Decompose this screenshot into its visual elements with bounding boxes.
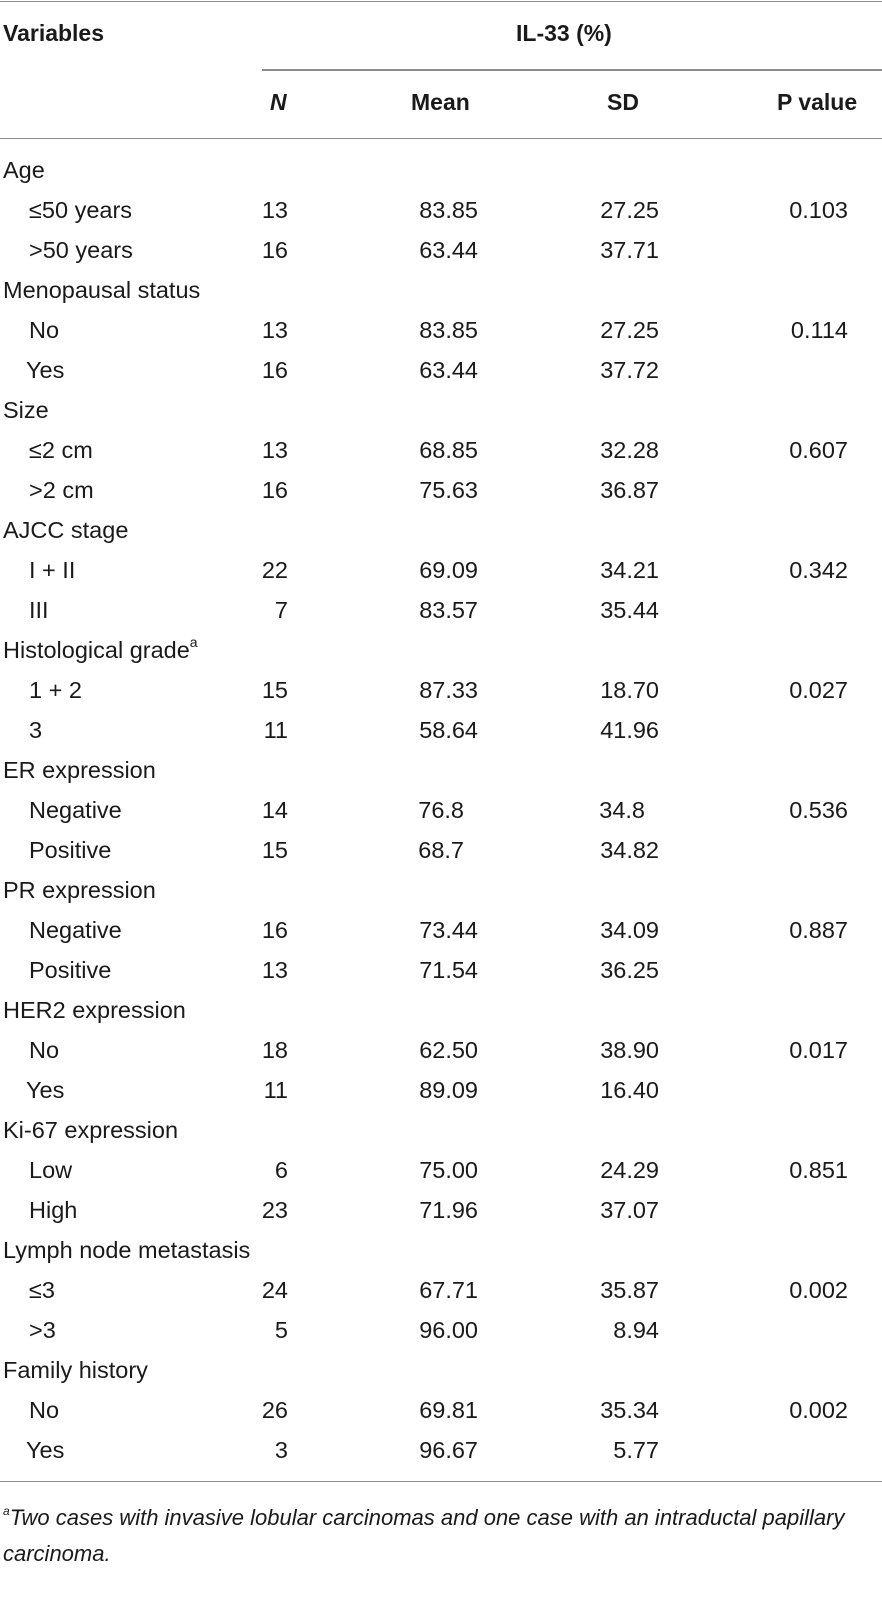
cell-sd: 34.8 [599,797,645,823]
row-label [29,1150,72,1190]
cell-sd: 34.09 [600,917,659,943]
group-label [3,270,200,310]
label-text: High [29,1197,78,1223]
cell-sd: 36.25 [600,957,659,983]
table-row [0,1310,882,1350]
cell-mean: 87.33 [419,677,478,703]
label-text: Low [29,1157,73,1183]
cell-p-value: 0.017 [789,1037,848,1063]
group-label [3,990,186,1030]
label-text: No [29,317,60,343]
row-label [29,470,94,510]
group-row [0,870,882,910]
label-text: Positive [29,837,112,863]
footnote-text: Two cases with invasive lobular carcinomas and one case with an intraductal papillary carcinoma. [3,1505,845,1566]
cell-sd: 27.25 [600,317,659,343]
cell-mean: 96.00 [419,1317,478,1343]
group-label [3,870,156,910]
row-label [29,950,111,990]
cell-sd: 37.72 [600,357,659,383]
label-text: ≤2 cm [29,437,93,463]
label-text: Yes [26,357,65,383]
cell-mean: 58.64 [419,717,478,743]
cell-mean: 63.44 [419,237,478,263]
cell-n: 15 [261,837,288,863]
cell-n: 7 [274,597,288,623]
cell-n: 3 [274,1437,288,1463]
table-row [0,830,882,870]
table-row [0,350,882,390]
row-label [29,830,111,870]
group-label [3,630,198,670]
group-underline-rule [262,69,882,71]
header-n: N [270,89,287,115]
cell-sd: 35.44 [600,597,659,623]
table-row [0,550,882,590]
cell-n: 26 [261,1397,288,1423]
header-sd: SD [607,89,639,115]
cell-mean: 83.85 [419,197,478,223]
header-mean: Mean [411,89,470,115]
cell-mean: 76.8 [418,797,464,823]
group-label [3,1350,148,1390]
row-label [29,310,59,350]
group-row [0,150,882,190]
cell-mean: 69.81 [419,1397,478,1423]
cell-sd: 27.25 [600,197,659,223]
cell-mean: 96.67 [419,1437,478,1463]
table-row [0,1430,882,1470]
cell-sd: 35.87 [600,1277,659,1303]
table-row [0,950,882,990]
cell-mean: 67.71 [419,1277,478,1303]
cell-n: 14 [261,797,288,823]
cell-n: 16 [261,477,288,503]
label-text: III [29,597,49,623]
cell-mean: 75.63 [419,477,478,503]
cell-p-value: 0.851 [789,1157,848,1183]
table-row [0,1270,882,1310]
label-text: >2 cm [29,477,94,503]
cell-sd: 8.94 [613,1317,659,1343]
row-label [29,190,132,230]
table-row [0,310,882,350]
table-row [0,1070,882,1110]
table-row [0,230,882,270]
group-label [3,510,128,550]
row-label [29,910,122,950]
cell-sd: 18.70 [600,677,659,703]
table-body [0,150,882,1470]
header-p-value: P value [777,89,858,115]
row-label [29,1310,56,1350]
table-row [0,910,882,950]
cell-n: 5 [274,1317,288,1343]
group-label [3,150,45,190]
label-text: HER2 expression [3,997,186,1023]
cell-n: 11 [263,717,288,743]
footnote-marker: a [189,634,198,651]
table-row [0,430,882,470]
group-row [0,270,882,310]
cell-n: 11 [263,1077,288,1103]
cell-mean: 75.00 [419,1157,478,1183]
row-label [29,590,49,630]
label-text: Ki-67 expression [3,1117,179,1143]
cell-n: 13 [261,317,288,343]
table-row [0,1150,882,1190]
table-row [0,790,882,830]
label-text: Yes [26,1437,65,1463]
cell-mean: 68.7 [418,837,464,863]
group-row [0,1350,882,1390]
table-row [0,1030,882,1070]
cell-p-value: 0.002 [789,1397,848,1423]
label-text: Yes [26,1077,65,1103]
cell-n: 24 [261,1277,288,1303]
cell-sd: 35.34 [600,1397,659,1423]
group-row [0,630,882,670]
label-text: ≤3 [29,1277,55,1303]
cell-n: 13 [261,197,288,223]
label-text: Family history [3,1357,148,1383]
group-label [3,1230,250,1270]
cell-sd: 34.21 [600,557,659,583]
cell-mean: 73.44 [419,917,478,943]
cell-sd: 38.90 [600,1037,659,1063]
cell-sd: 37.07 [600,1197,659,1223]
table-row [0,470,882,510]
cell-p-value: 0.887 [789,917,848,943]
header-il33-group: IL-33 (%) [516,20,612,46]
cell-sd: 41.96 [600,717,659,743]
cell-n: 16 [261,917,288,943]
footnote-marker: a [3,1503,10,1518]
table-top-rule [0,1,882,2]
table-row [0,710,882,750]
table-row [0,190,882,230]
row-label [29,430,93,470]
cell-n: 6 [274,1157,288,1183]
cell-mean: 83.85 [419,317,478,343]
row-label [26,1070,64,1110]
cell-sd: 37.71 [600,237,659,263]
label-text: Age [3,157,45,183]
cell-mean: 69.09 [419,557,478,583]
cell-n: 18 [261,1037,288,1063]
cell-sd: 36.87 [600,477,659,503]
cell-sd: 34.82 [600,837,659,863]
label-text: Positive [29,957,112,983]
row-label [29,1030,59,1070]
table-row [0,590,882,630]
cell-p-value: 0.342 [789,557,848,583]
group-row [0,1230,882,1270]
cell-mean: 83.57 [419,597,478,623]
label-text: Negative [29,797,122,823]
row-label [29,230,133,270]
label-text: Menopausal status [3,277,201,303]
label-text: >3 [29,1317,56,1343]
cell-p-value: 0.114 [790,317,848,343]
header-variables: Variables [3,20,105,46]
cell-sd: 16.40 [600,1077,659,1103]
table-row [0,1190,882,1230]
cell-n: 13 [261,957,288,983]
cell-mean: 63.44 [419,357,478,383]
cell-n: 22 [261,557,288,583]
group-label [3,390,49,430]
cell-p-value: 0.607 [789,437,848,463]
label-text: 3 [29,717,43,743]
row-label [29,1270,55,1310]
row-label [29,550,75,590]
row-label [29,1390,59,1430]
label-text: ≤50 years [29,197,133,223]
row-label [26,350,64,390]
cell-mean: 71.96 [419,1197,478,1223]
cell-p-value: 0.002 [789,1277,848,1303]
cell-n: 16 [261,357,288,383]
group-label [3,750,156,790]
group-row [0,390,882,430]
label-text: Histological grade [3,637,190,663]
cell-sd: 24.29 [600,1157,659,1183]
label-text: Size [3,397,49,423]
label-text: No [29,1397,60,1423]
cell-p-value: 0.536 [789,797,848,823]
table-row [0,670,882,710]
cell-mean: 62.50 [419,1037,478,1063]
cell-sd: 32.28 [600,437,659,463]
cell-n: 23 [261,1197,288,1223]
group-row [0,750,882,790]
group-row [0,990,882,1030]
label-text: AJCC stage [3,517,129,543]
group-row [0,510,882,550]
group-label [3,1110,178,1150]
table-row [0,1390,882,1430]
label-text: No [29,1037,60,1063]
cell-n: 16 [261,237,288,263]
header-bottom-rule [0,138,882,139]
cell-sd: 5.77 [613,1437,659,1463]
cell-n: 13 [261,437,288,463]
row-label [29,710,42,750]
cell-n: 15 [261,677,288,703]
cell-p-value: 0.103 [789,197,848,223]
label-text: Negative [29,917,122,943]
label-text: ER expression [3,757,156,783]
label-text: 1 + 2 [29,677,82,703]
label-text: I + II [29,557,76,583]
label-text: Lymph node metastasis [3,1237,251,1263]
label-text: PR expression [3,877,156,903]
cell-mean: 68.85 [419,437,478,463]
table-bottom-rule [0,1481,882,1482]
footnote [3,1500,865,1572]
row-label [29,790,122,830]
cell-mean: 89.09 [419,1077,478,1103]
label-text: >50 years [29,237,133,263]
row-label [26,1430,64,1470]
group-row [0,1110,882,1150]
cell-mean: 71.54 [419,957,478,983]
row-label [29,670,82,710]
row-label [29,1190,77,1230]
cell-p-value: 0.027 [789,677,848,703]
